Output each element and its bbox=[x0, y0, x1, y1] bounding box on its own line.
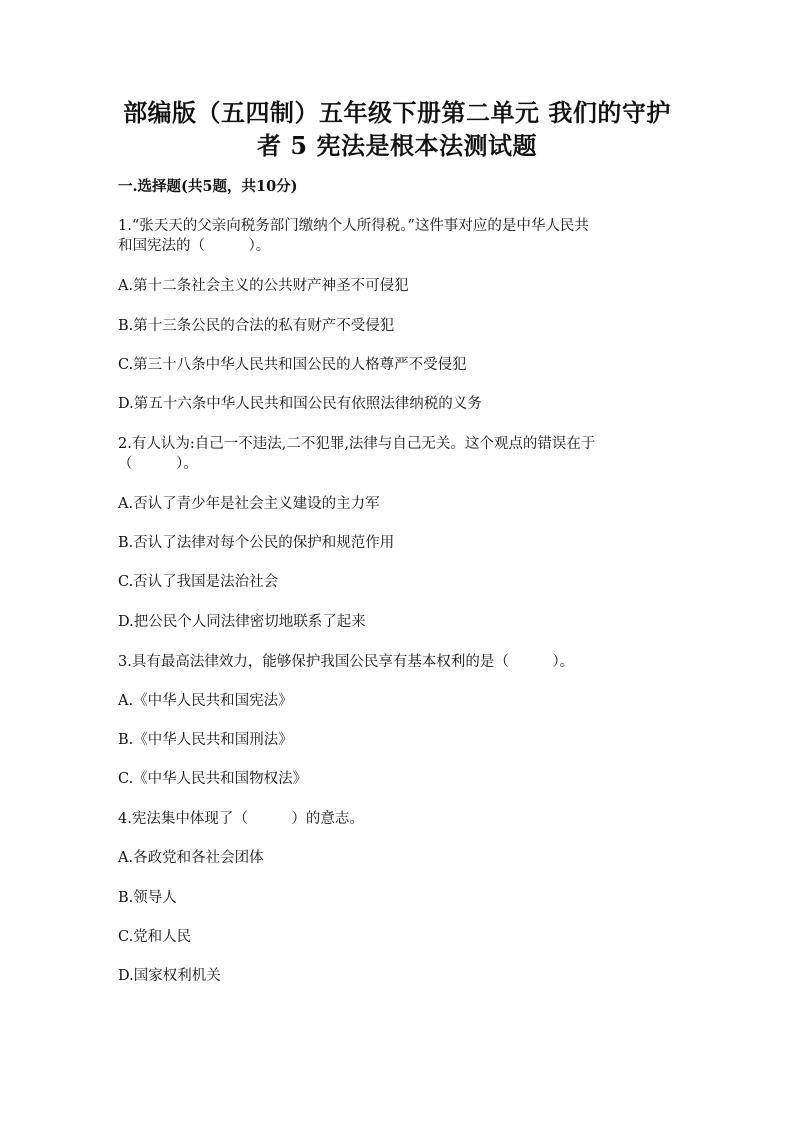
question-4-text-line-1: 4.宪法集中体现了（ ）的意志。 bbox=[118, 811, 364, 827]
question-4-option-a: A.各政党和各社会团体 bbox=[118, 850, 264, 866]
question-1-option-a: A.第十二条社会主义的公共财产神圣不可侵犯 bbox=[118, 278, 409, 294]
question-1 bbox=[118, 216, 678, 256]
question-3 bbox=[118, 652, 678, 672]
question-1-text-line-1: 1.“张天天的父亲向税务部门缴纳个人所得税。”这件事对应的是中华人民共 bbox=[118, 218, 589, 234]
question-1-option-c: C.第三十八条中华人民共和国公民的人格尊严不受侵犯 bbox=[118, 357, 467, 373]
question-2-text-line-2: （ ）。 bbox=[118, 456, 198, 472]
question-3-option-c: C.《中华人民共和国物权法》 bbox=[118, 771, 308, 787]
section-heading: 一.选择题(共5题，共10分) bbox=[118, 178, 298, 195]
question-2-option-a: A.否认了青少年是社会主义建设的主力军 bbox=[118, 496, 380, 512]
question-2-option-c: C.否认了我国是法治社会 bbox=[118, 574, 279, 590]
question-4-option-b: B.领导人 bbox=[118, 890, 177, 906]
question-3-text-line-1: 3.具有最高法律效力，能够保护我国公民享有基本权利的是（ ）。 bbox=[118, 654, 575, 670]
question-2-option-b: B.否认了法律对每个公民的保护和规范作用 bbox=[118, 535, 395, 551]
question-2 bbox=[118, 434, 678, 474]
question-4 bbox=[118, 809, 678, 829]
question-1-option-b: B.第十三条公民的合法的私有财产不受侵犯 bbox=[118, 318, 395, 334]
question-1-option-d: D.第五十六条中华人民共和国公民有依照法律纳税的义务 bbox=[118, 396, 482, 412]
question-2-text-line-1: 2.有人认为:自己一不违法,二不犯罪,法律与自己无关。这个观点的错误在于 bbox=[118, 436, 596, 452]
question-3-option-a: A.《中华人民共和国宪法》 bbox=[118, 693, 293, 709]
question-1-text-line-2: 和国宪法的（ ）。 bbox=[118, 238, 271, 254]
question-3-option-b: B.《中华人民共和国刑法》 bbox=[118, 732, 293, 748]
question-4-option-d: D.国家权利机关 bbox=[118, 968, 221, 984]
document-title-line-1: 部编版（五四制）五年级下册第二单元 我们的守护 bbox=[123, 98, 671, 127]
question-4-option-c: C.党和人民 bbox=[118, 929, 192, 945]
question-2-option-d: D.把公民个人同法律密切地联系了起来 bbox=[118, 614, 366, 630]
document-title-line-2: 者 5 宪法是根本法测试题 bbox=[257, 131, 537, 160]
